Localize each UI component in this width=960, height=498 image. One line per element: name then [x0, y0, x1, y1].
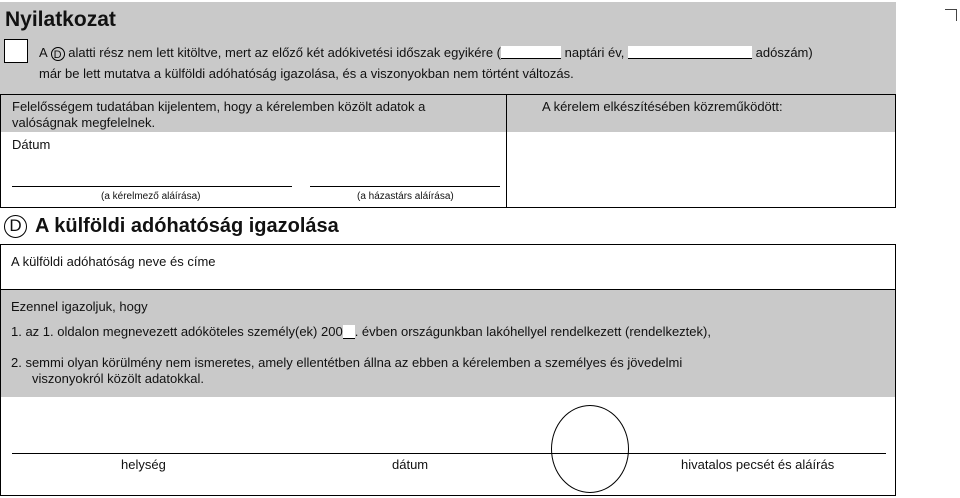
declaration-text: alatti rész nem lett kitöltve, mert az előző két adókivetési időszak egyikére (: [68, 45, 502, 60]
section-d-badge: D: [4, 215, 27, 238]
certify-intro: Ezennel igazoljuk, hogy: [11, 299, 148, 314]
authority-label: A külföldi adóhatóság neve és címe: [11, 254, 216, 269]
certify-item-2-line1: 2. semmi olyan körülmény nem ismeretes, amely ellentétben állna az ebben a kérelemben a személyes és jövedelmi: [11, 355, 683, 370]
official-stamp-circle: [551, 405, 629, 493]
page-title: Nyilatkozat: [5, 8, 116, 31]
year-digit-input[interactable]: [343, 325, 355, 339]
declaration-line2: már be lett mutatva a külföldi adóhatóság igazolása, és a viszonyokban nem történt változás.: [39, 66, 574, 81]
certify-item-2-line2: viszonyokról közölt adatokkal.: [32, 371, 204, 386]
declaration-line1: [39, 45, 813, 61]
title-band: [0, 2, 896, 36]
applicant-signature-line[interactable]: [12, 186, 292, 187]
date-label: Dátum: [12, 137, 51, 152]
year-input[interactable]: [501, 46, 561, 59]
assistant-label: A kérelem elkészítésében közreműködött:: [542, 99, 783, 114]
spouse-signature-caption: (a házastárs aláírása): [357, 191, 454, 202]
responsibility-statement-line2: valóságnak megfelelnek.: [12, 115, 156, 130]
spouse-signature-line[interactable]: [310, 186, 500, 187]
applicant-signature-caption: (a kérelmező aláírása): [101, 191, 201, 202]
tax-id-label: adószám): [755, 45, 813, 60]
place-label: helység: [121, 457, 166, 472]
responsibility-divider: [506, 94, 507, 208]
certify-item-1: [11, 324, 711, 340]
responsibility-statement-line1: Felelősségem tudatában kijelentem, hogy a kérelemben közölt adatok a: [12, 99, 426, 114]
date-field-label: dátum: [392, 457, 429, 472]
section-d-title: A külföldi adóhatóság igazolása: [35, 215, 339, 237]
stamp-signature-label: hivatalos pecsét és aláírás: [681, 457, 835, 472]
declaration-checkbox[interactable]: [4, 39, 28, 63]
year-label: naptári év,: [564, 45, 625, 60]
bottom-signature-line[interactable]: [12, 453, 886, 454]
tax-id-input[interactable]: [628, 46, 752, 59]
corner-mark: [945, 9, 957, 21]
declaration-prefix: A: [39, 45, 47, 60]
section-ref-d: D: [51, 47, 65, 61]
item1-prefix: 1. az 1. oldalon megnevezett adóköteles személy(ek) 200: [11, 324, 343, 339]
item1-suffix: . évben országunkban lakóhellyel rendelkezett (rendelkeztek),: [354, 324, 711, 339]
